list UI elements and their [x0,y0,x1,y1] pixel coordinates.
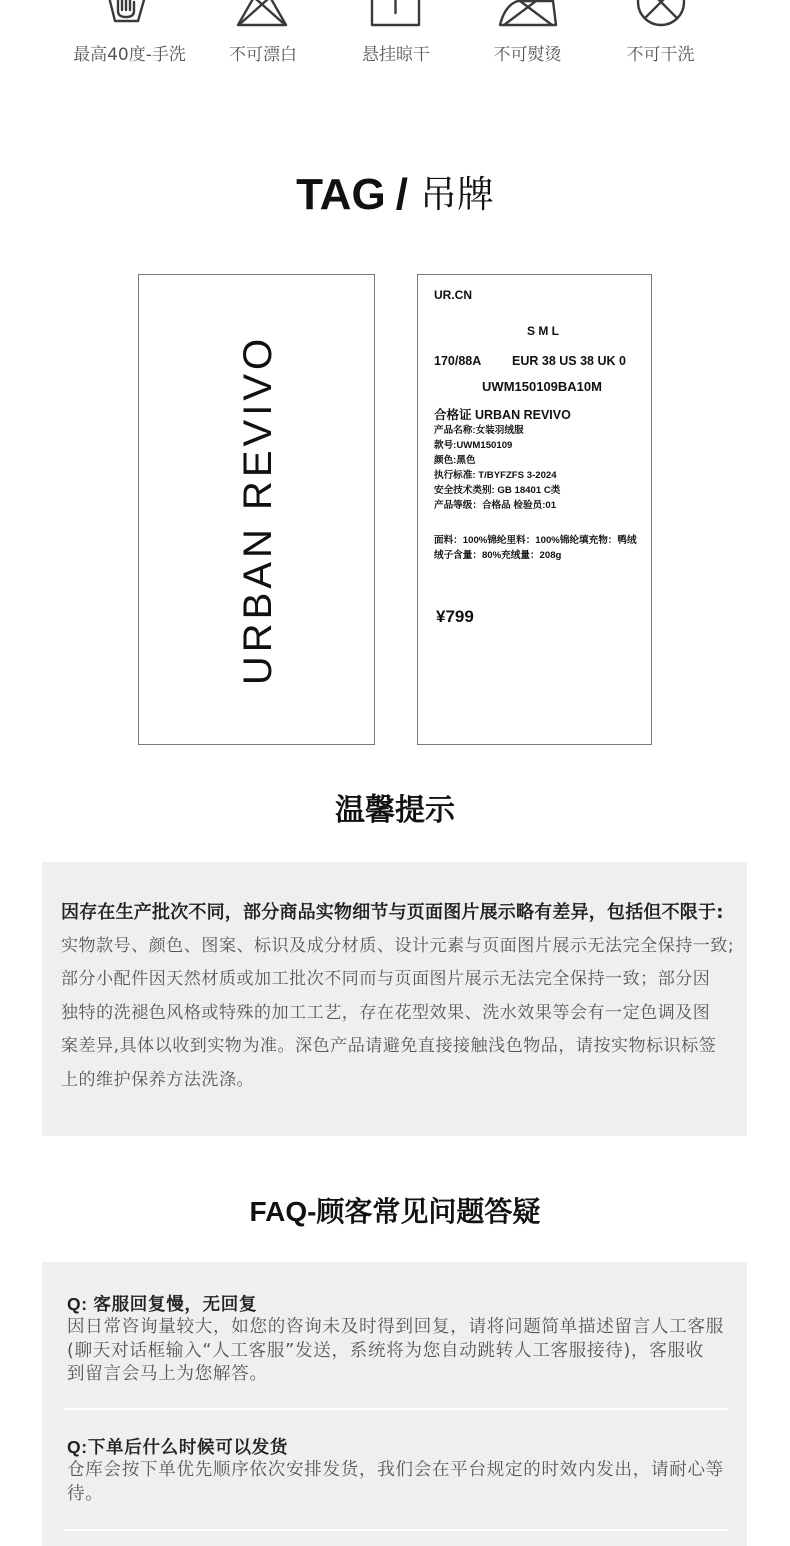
cross-mark [645,0,678,18]
tag-detail-line: 执行标准: T/BYFZFS 3-2024 [434,470,557,481]
faq-divider [64,1529,728,1531]
tag-site: UR.CN [434,288,472,302]
tag-intl-size: EUR 38 US 38 UK 0 [512,354,626,368]
tag-detail-line: 款号:UWM150109 [434,440,513,451]
faq-question: Q: 客服回复慢，无回复 [67,1294,258,1314]
faq-answer-line: 仓库会按下单优先顺序依次安排发货，我们会在平台规定的时效内发出，请耐心等 [67,1460,724,1480]
tips-line: 案差异,具体以收到实物为准。深色产品请避免直接接触浅色物品，请按实物标识标签 [61,1036,717,1056]
faq-answer-line: 因日常咨询量较大，如您的咨询未及时得到回复，请将问题简单描述留言人工客服 [67,1317,724,1337]
tag-title-cn: 吊牌 [419,173,494,216]
tips-panel [42,862,747,1136]
faq-title: FAQ-顾客常见问题答疑 [249,1196,541,1227]
faq-answer-line: 到留言会马上为您解答。 [67,1364,268,1384]
care-label-hand-wash: 最高40度-手洗 [73,45,186,65]
tag-detail-line: 颜色:黑色 [434,455,476,466]
tips-lead: 因存在生产批次不同，部分商品实物细节与页面图片展示略有差异，包括但不限于: [61,902,724,923]
tag-section-title [0,168,790,222]
tips-line: 上的维护保养方法洗涤。 [61,1069,255,1090]
faq-item-shipping-time [67,1435,724,1506]
faq-answer-line: (聊天对话框输入“人工客服”发送，系统将为您自动跳转人工客服接待)，客服收 [67,1340,705,1361]
no-dry-clean-icon [631,0,691,27]
care-label-no-bleach: 不可漂白 [229,45,297,65]
tips-body [61,896,734,1097]
circle-outline [638,0,684,25]
faq-divider [64,1408,728,1410]
tips-title: 温馨提示 [335,793,455,828]
care-label-no-dry-clean: 不可干洗 [626,45,695,65]
tag-materials [434,533,637,563]
tag-sku: UWM150109BA10M [482,379,602,394]
faq-item-reply-slow [67,1292,724,1387]
tag-size-spec: 170/88A [434,354,482,368]
tag-material-line: 面料：100%锦纶里料：100%锦纶填充物：鸭绒 [434,535,637,546]
care-label-hang-dry: 悬挂晾干 [362,45,430,65]
tag-title-en: TAG [296,170,386,219]
tag-back-card [417,274,652,745]
tag-front-card [138,274,375,745]
tag-detail-line: 产品名称:女装羽绒服 [434,425,524,436]
cross-mark [241,0,283,23]
tag-sizes: S M L [527,324,559,338]
faq-panel [42,1262,747,1546]
tag-details [434,423,560,513]
faq-answer-line: 待。 [67,1483,104,1504]
tips-line: 部分小配件因天然材质或加工批次不同而与页面图片展示无法完全保持一致；部分因 [61,969,711,989]
tag-title-separator: / [395,170,408,219]
tag-detail-line: 安全技术类别: GB 18401 C类 [434,485,561,496]
tips-line: 独特的洗褪色风格或特殊的加工工艺，存在花型效果、洗水效果等会有一定色调及图 [61,1002,711,1023]
tag-cert-title: 合格证 URBAN REVIVO [434,408,571,422]
tag-detail-line: 产品等级：合格品 检验员:01 [434,500,557,511]
faq-question: Q:下单后什么时候可以发货 [67,1437,289,1457]
tag-brand-name: URBAN REVIVO [236,334,280,686]
no-iron-icon [496,0,560,27]
hang-dry-icon [365,0,425,27]
tag-price: ¥799 [436,607,474,626]
tag-material-line: 绒子含量：80%充绒量：208g [434,550,562,561]
hand-outline [118,0,134,17]
care-label-no-iron: 不可熨烫 [493,45,562,65]
no-bleach-icon [232,0,292,27]
tips-line: 实物款号、颜色、图案、标识及成分材质、设计元素与页面图片展示无法完全保持一致; [61,935,735,956]
hand-wash-icon [96,0,156,27]
